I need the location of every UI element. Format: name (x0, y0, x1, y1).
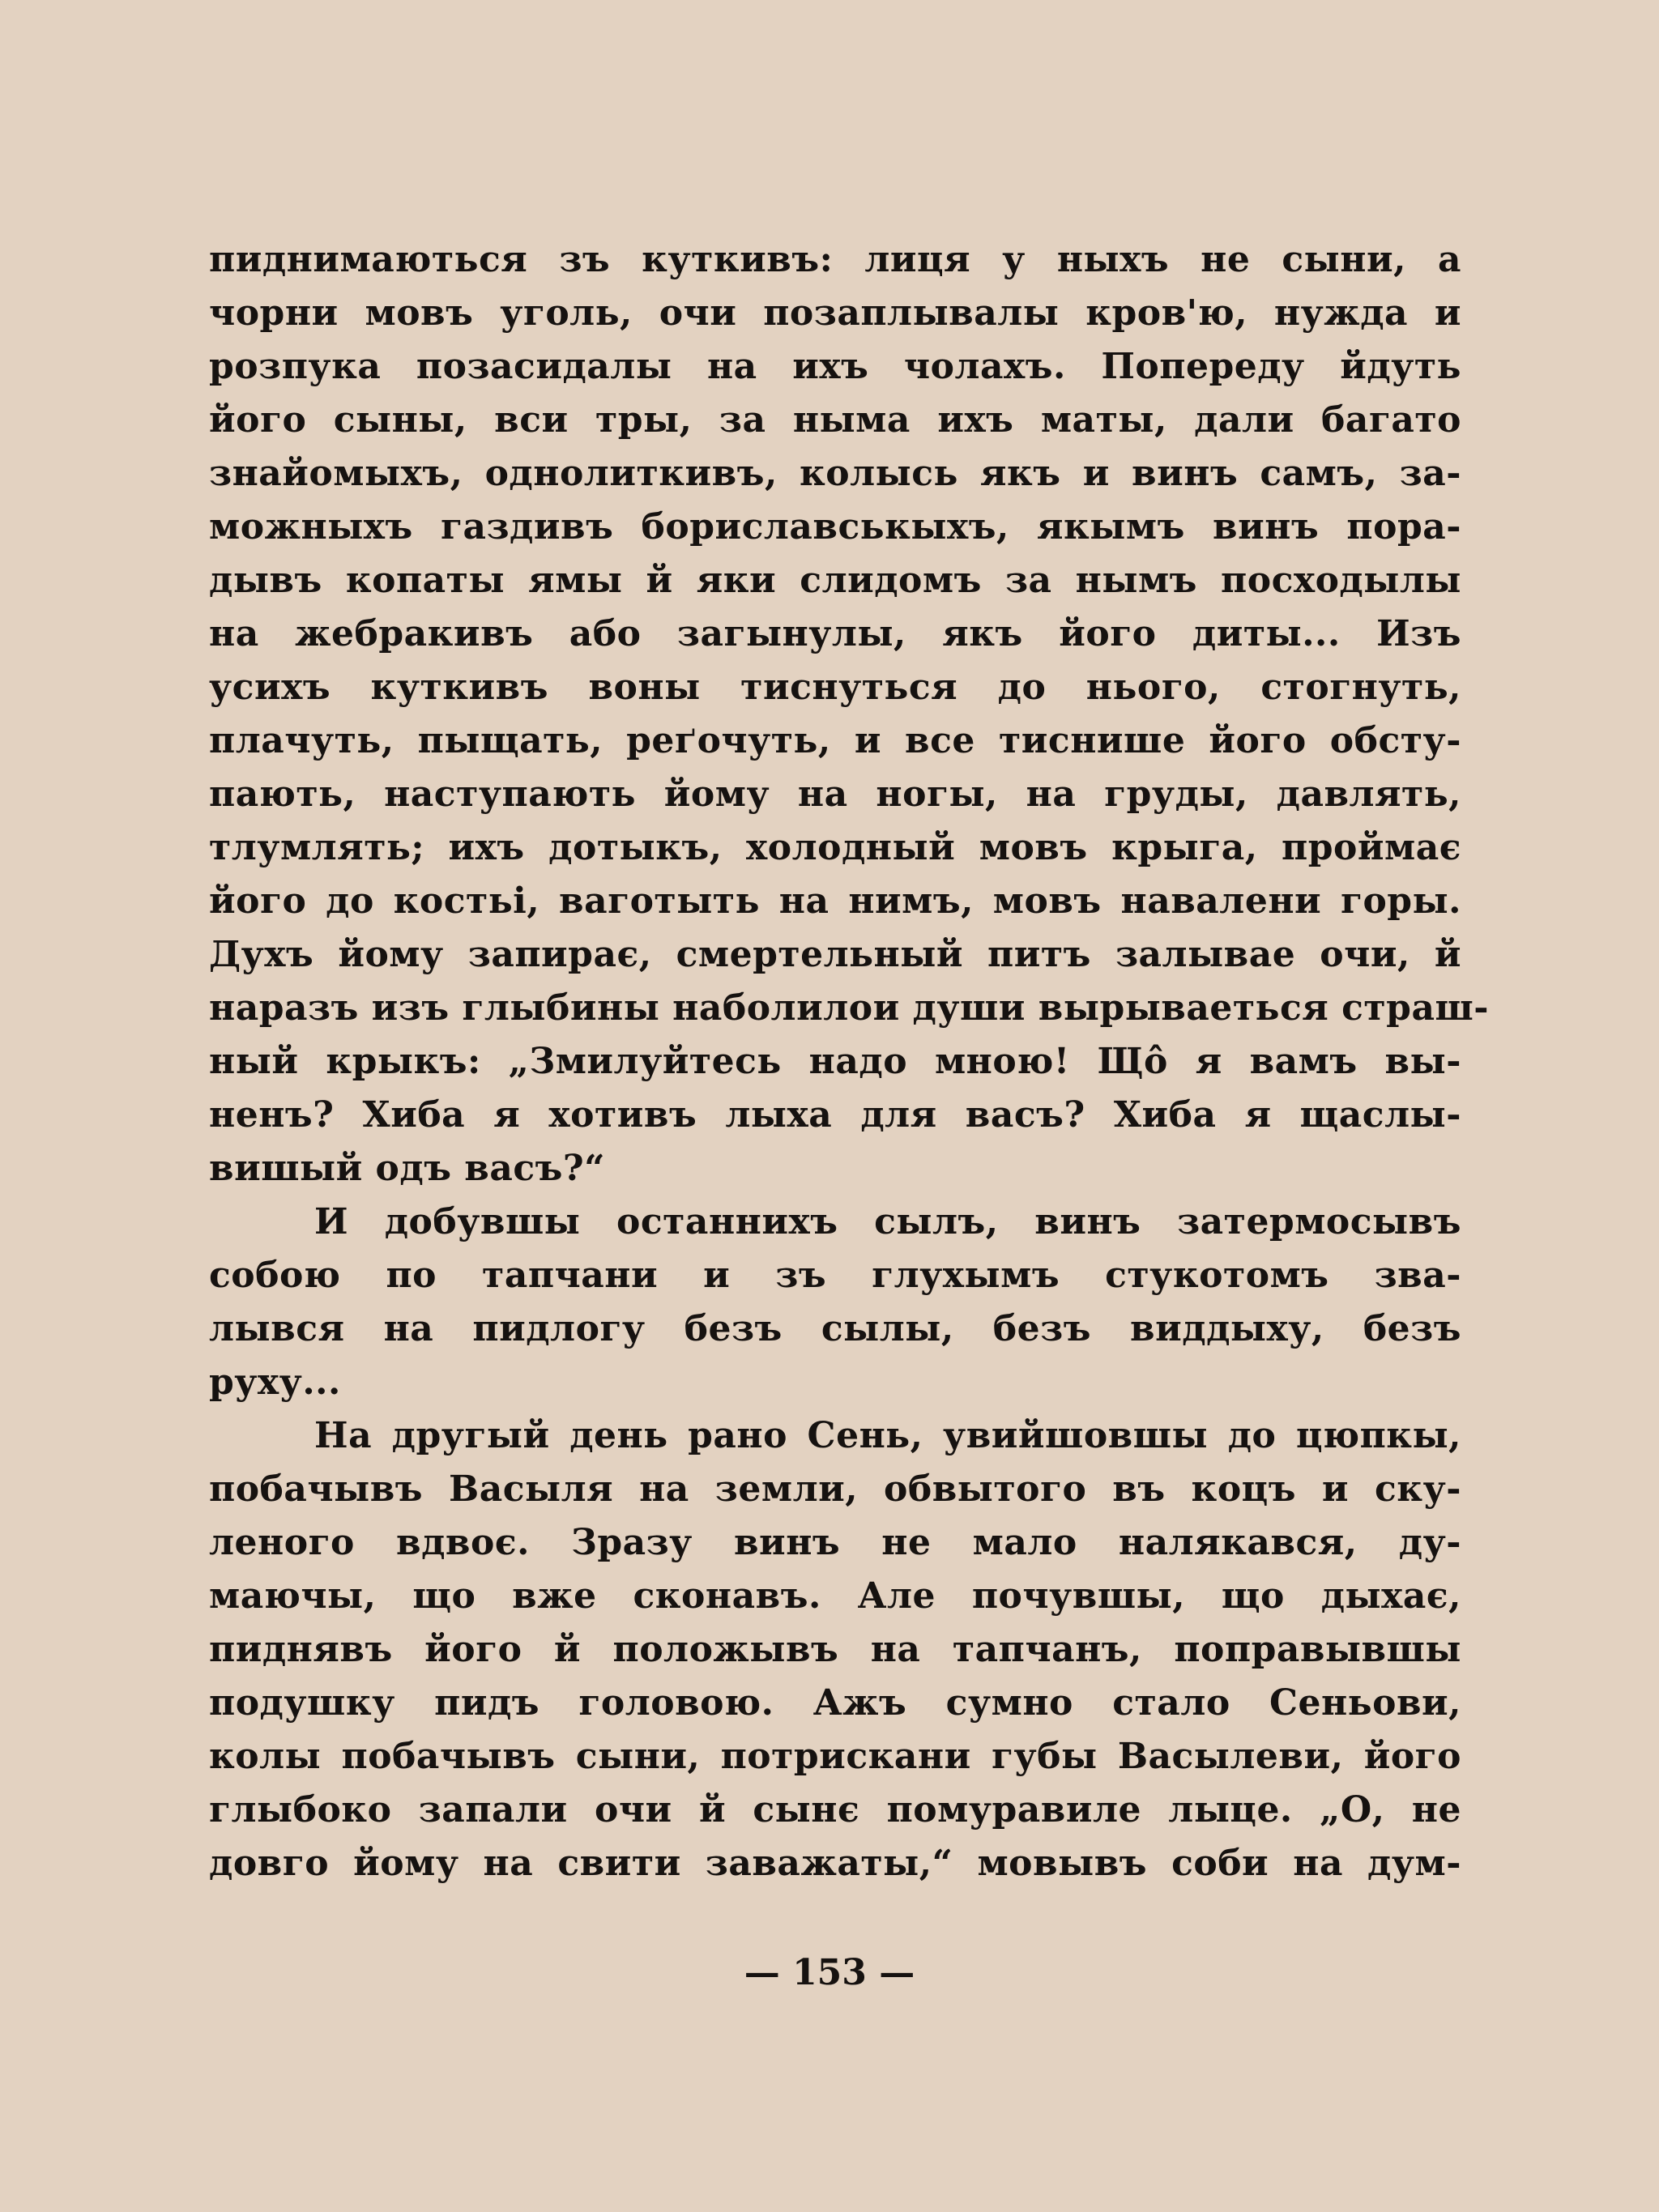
text-line: руху... (209, 1362, 341, 1403)
text-line: усихъ куткивъ воны тиснуться до нього, стогнуть, (209, 667, 1461, 708)
text-line: його сыны, вси тры, за ныма ихъ маты, дали багато (209, 399, 1461, 441)
text-line: чорни мовъ уголь, очи позаплывалы кров'ю, нужда и (209, 292, 1461, 334)
text-line: собою по тапчани и зъ глухымъ стукотомъ зва- (209, 1255, 1461, 1296)
text-line: маючы, що вже сконавъ. Але почувшы, що дыхає, (209, 1575, 1461, 1617)
text-line: лывся на пидлогу безъ сылы, безъ виддыху, безъ (209, 1308, 1461, 1349)
page-number: — 153 — (744, 1952, 915, 1993)
text-line: тлумлять; ихъ дотыкъ, холодный мовъ крыга, проймає (209, 827, 1461, 868)
text-line: пиднявъ його й положывъ на тапчанъ, поправывшы (209, 1629, 1461, 1670)
text-line: подушку пидъ головою. Ажъ сумно стало Сеньови, (209, 1682, 1461, 1724)
text-line: глыбоко запали очи й сынє помуравиле лыце. „О, не (209, 1789, 1461, 1831)
text-line: плачуть, пыщать, реґочуть, и все тиснише його обсту- (209, 720, 1461, 761)
text-line: його до костьі, ваготыть на нимъ, мовъ навалени горы. (209, 880, 1461, 922)
text-line: вишый одъ васъ?“ (209, 1148, 606, 1189)
text-line: на жебракивъ або загынулы, якъ його диты... Изъ (209, 613, 1461, 654)
text-line: колы побачывъ сыни, потрискани губы Васылеви, його (209, 1736, 1461, 1777)
text-line: Духъ йому запирає, смертельный питъ залывае очи, й (209, 934, 1461, 975)
text-line: ный крыкъ: „Змилуйтесь надо мною! Щô я вамъ вы- (209, 1041, 1461, 1082)
body-text (209, 233, 1490, 1890)
text-line: можныхъ газдивъ бориславськыхъ, якымъ винъ пора- (209, 506, 1461, 548)
text-line: леного вдвоє. Зразу винъ не мало налякався, ду- (209, 1522, 1461, 1563)
text-line: знайомыхъ, однолиткивъ, колысь якъ и винъ самъ, за- (209, 453, 1461, 494)
paragraph-first-line: На другый день рано Сень, увийшовшы до цюпкы, (314, 1415, 1461, 1456)
text-line: довго йому на свити заважаты,“ мовывъ соби на дум- (209, 1843, 1461, 1884)
text-line: пають, наступають йому на ногы, на груды, давлять, (209, 774, 1461, 815)
text-line: розпука позасидалы на ихъ чолахъ. Попереду йдуть (209, 346, 1461, 387)
paragraph-first-line: И добувшы останнихъ сылъ, винъ затермосывъ (314, 1201, 1461, 1242)
text-line: наразъ изъ глыбины наболилои души вырываеться страш- (209, 987, 1490, 1029)
text-line: побачывъ Васыля на земли, обвытого въ коцъ и ску- (209, 1468, 1461, 1510)
text-line: дывъ копаты ямы й яки слидомъ за нымъ посходылы (209, 560, 1461, 601)
text-line: пиднимаються зъ куткивъ: лиця у ныхъ не сыни, а (209, 239, 1461, 280)
text-line: ненъ? Хиба я хотивъ лыха для васъ? Хиба я щаслы- (209, 1094, 1461, 1136)
